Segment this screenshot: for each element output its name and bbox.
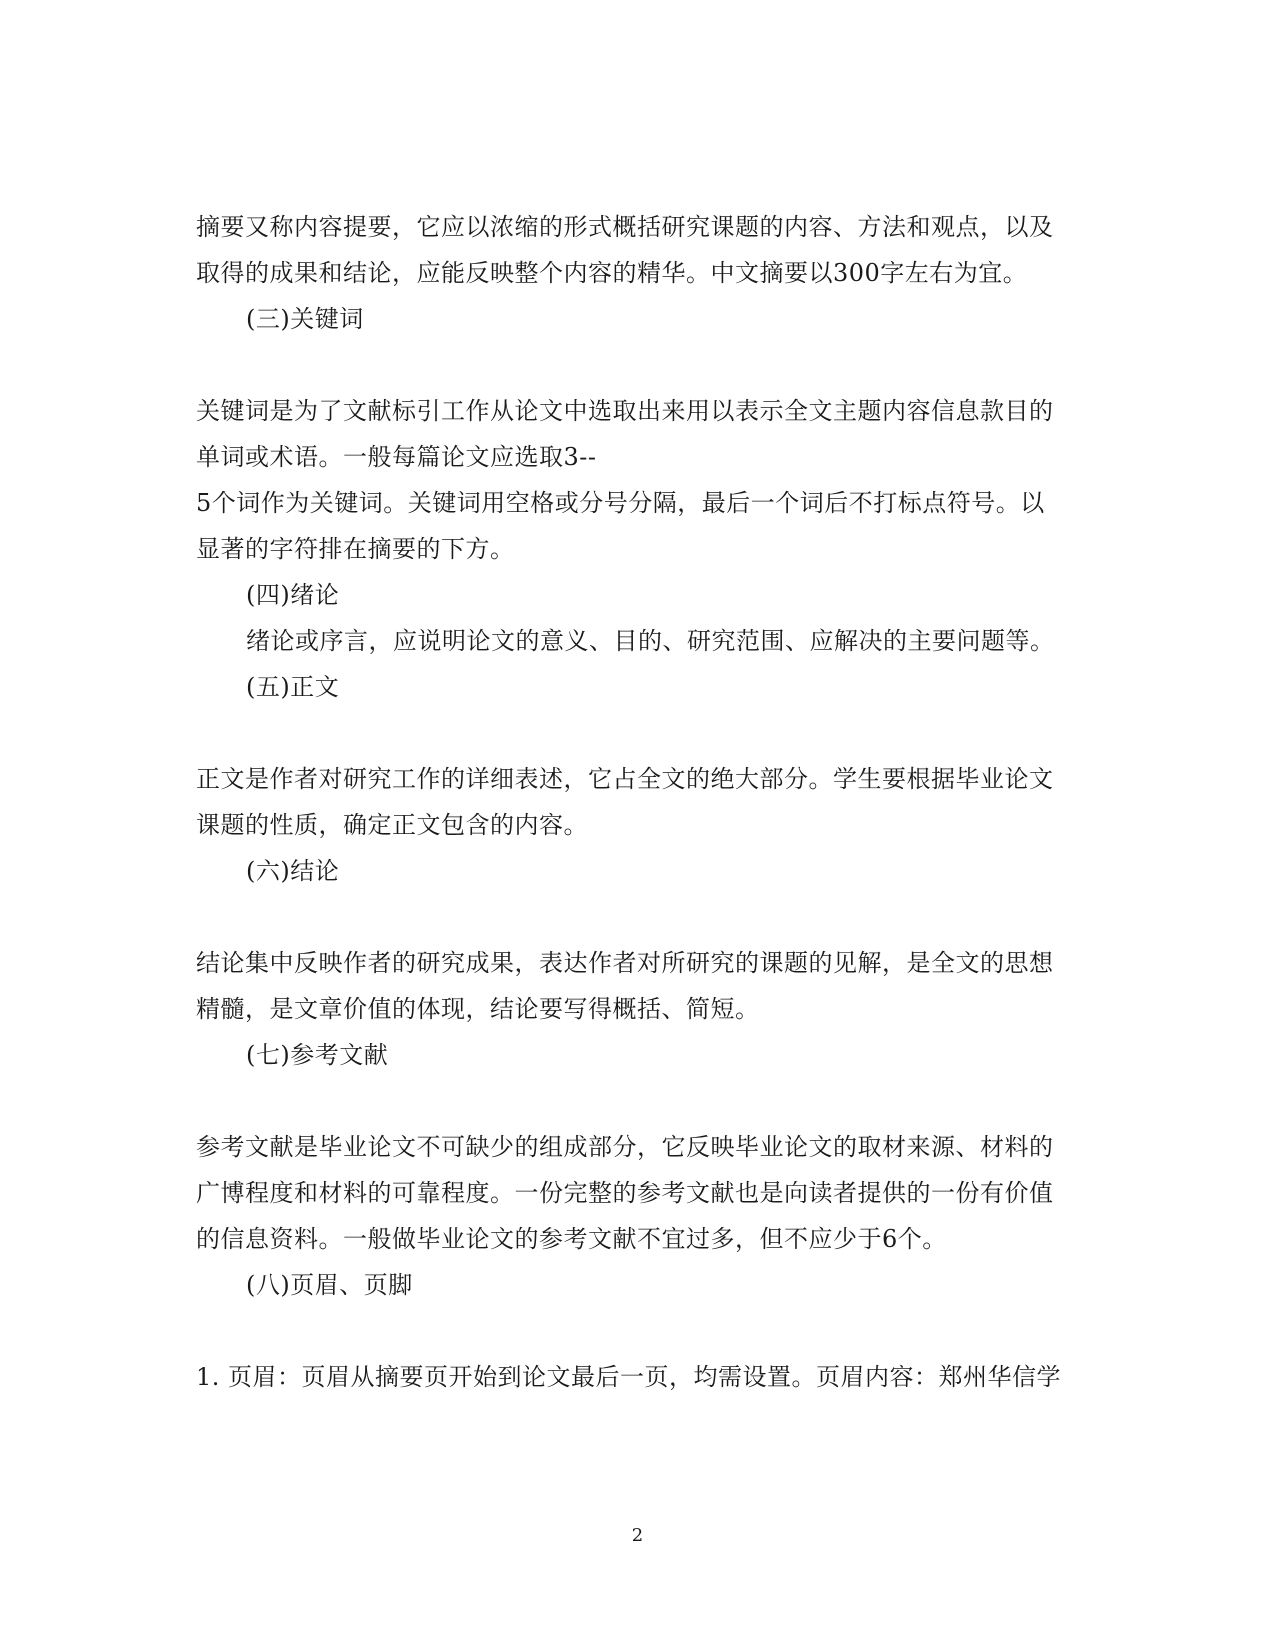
section-heading-header-footer: (八)页眉、页脚 bbox=[246, 1271, 413, 1299]
section-heading-keywords: (三)关键词 bbox=[246, 305, 364, 333]
keywords-paragraph-line-2: 单词或术语。一般每篇论文应选取3-- bbox=[196, 443, 597, 471]
keywords-paragraph-line-3: 5个词作为关键词。关键词用空格或分号分隔，最后一个词后不打标点符号。以 bbox=[196, 489, 1045, 517]
keywords-paragraph-line-1: 关键词是为了文献标引工作从论文中选取出来用以表示全文主题内容信息款目的 bbox=[196, 397, 1054, 425]
section-heading-conclusion: (六)结论 bbox=[246, 857, 340, 885]
body-paragraph-line-2: 课题的性质，确定正文包含的内容。 bbox=[196, 811, 588, 839]
section-heading-introduction: (四)绪论 bbox=[246, 581, 340, 609]
abstract-paragraph-line-1: 摘要又称内容提要，它应以浓缩的形式概括研究课题的内容、方法和观点，以及 bbox=[196, 213, 1054, 241]
section-heading-references: (七)参考文献 bbox=[246, 1041, 389, 1069]
introduction-paragraph: 绪论或序言，应说明论文的意义、目的、研究范围、应解决的主要问题等。 bbox=[246, 627, 1055, 655]
references-paragraph-line-1: 参考文献是毕业论文不可缺少的组成部分，它反映毕业论文的取材来源、材料的 bbox=[196, 1133, 1054, 1161]
section-heading-body: (五)正文 bbox=[246, 673, 340, 701]
conclusion-paragraph-line-1: 结论集中反映作者的研究成果，表达作者对所研究的课题的见解，是全文的思想 bbox=[196, 949, 1054, 977]
body-paragraph-line-1: 正文是作者对研究工作的详细表述，它占全文的绝大部分。学生要根据毕业论文 bbox=[196, 765, 1054, 793]
conclusion-paragraph-line-2: 精髓，是文章价值的体现，结论要写得概括、简短。 bbox=[196, 995, 760, 1023]
keywords-paragraph-line-4: 显著的字符排在摘要的下方。 bbox=[196, 535, 515, 563]
header-paragraph-line-1: 1. 页眉：页眉从摘要页开始到论文最后一页，均需设置。页眉内容：郑州华信学 bbox=[196, 1363, 1062, 1391]
references-paragraph-line-3: 的信息资料。一般做毕业论文的参考文献不宜过多，但不应少于6个。 bbox=[196, 1225, 947, 1253]
page-number: 2 bbox=[631, 1525, 644, 1546]
abstract-paragraph-line-2: 取得的成果和结论，应能反映整个内容的精华。中文摘要以300字左右为宜。 bbox=[196, 259, 1028, 287]
references-paragraph-line-2: 广博程度和材料的可靠程度。一份完整的参考文献也是向读者提供的一份有价值 bbox=[196, 1179, 1054, 1207]
